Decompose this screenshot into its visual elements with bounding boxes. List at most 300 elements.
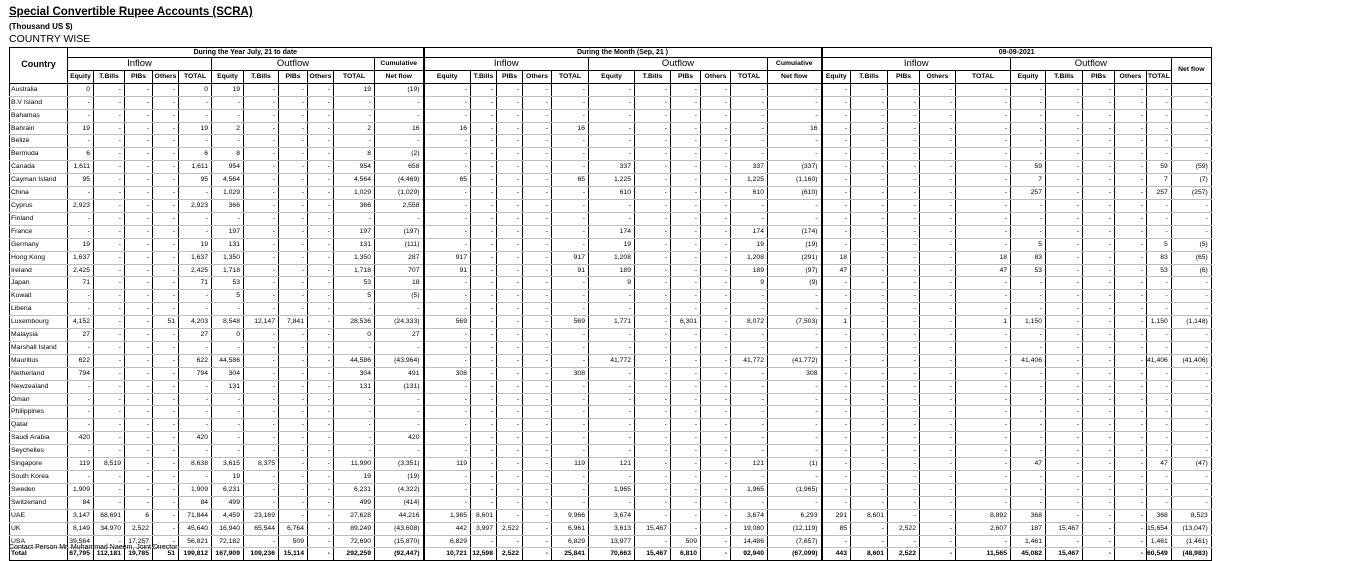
value-cell: - (94, 471, 125, 484)
value-cell: 72,182 (212, 535, 244, 548)
value-cell: - (1083, 483, 1115, 496)
value-cell: - (1046, 225, 1083, 238)
value-cell: 19 (212, 471, 244, 484)
value-cell: 3,997 (471, 522, 497, 535)
value-cell: - (920, 496, 956, 509)
value-cell: - (1171, 341, 1211, 354)
value-cell: - (1171, 432, 1211, 445)
value-cell: 8,638 (179, 458, 212, 471)
value-cell: - (589, 96, 635, 109)
value-cell: - (768, 380, 822, 393)
value-cell: - (244, 483, 279, 496)
value-cell: - (308, 174, 334, 187)
value-cell: - (1083, 251, 1115, 264)
value-cell: (197) (375, 225, 424, 238)
value-cell: - (125, 432, 153, 445)
value-cell: - (179, 303, 212, 316)
value-cell: - (1046, 419, 1083, 432)
value-cell: - (671, 432, 701, 445)
value-cell: - (1147, 419, 1172, 432)
value-cell: - (1171, 393, 1211, 406)
value-cell: (59) (1171, 161, 1211, 174)
value-cell: - (956, 277, 1011, 290)
value-cell: - (1083, 522, 1115, 535)
value-cell: - (1147, 329, 1172, 342)
value-cell: - (179, 225, 212, 238)
value-cell: - (1083, 393, 1115, 406)
value-cell: - (471, 148, 497, 161)
value-cell: 9 (589, 277, 635, 290)
value-cell: - (125, 445, 153, 458)
value-cell: - (1083, 212, 1115, 225)
value-cell: - (471, 277, 497, 290)
value-cell: - (956, 225, 1011, 238)
value-cell: - (671, 96, 701, 109)
value-cell: 420 (68, 432, 94, 445)
units-label: (Thousand US $) (9, 22, 73, 31)
value-cell: - (471, 471, 497, 484)
value-cell: - (94, 380, 125, 393)
value-cell: - (471, 199, 497, 212)
value-cell: - (1083, 83, 1115, 96)
value-cell: - (497, 238, 523, 251)
value-cell: - (1011, 199, 1046, 212)
value-cell: - (179, 290, 212, 303)
value-cell: - (822, 109, 851, 122)
value-cell: - (671, 393, 701, 406)
value-cell: - (1046, 277, 1083, 290)
value-cell: - (334, 96, 375, 109)
value-cell: - (1171, 212, 1211, 225)
month-outflow-header: Outflow (589, 58, 768, 71)
value-cell: 65 (552, 174, 589, 187)
value-cell: - (1115, 471, 1147, 484)
value-cell: - (635, 393, 671, 406)
value-cell: - (851, 187, 888, 200)
value-cell: 51 (153, 548, 179, 561)
year-netflow-header: Net flow (375, 70, 424, 83)
value-cell: - (497, 174, 523, 187)
value-cell: 4,564 (212, 174, 244, 187)
value-cell: 187 (1011, 522, 1046, 535)
value-cell: - (552, 380, 589, 393)
value-cell: - (956, 174, 1011, 187)
value-cell: - (308, 199, 334, 212)
table-row (10, 393, 1212, 406)
value-cell: - (308, 83, 334, 96)
value-cell: 2,522 (497, 522, 523, 535)
value-cell: - (424, 303, 471, 316)
value-cell: - (768, 496, 822, 509)
value-cell: - (671, 174, 701, 187)
value-cell: 8,523 (1171, 509, 1211, 522)
value-cell: - (308, 419, 334, 432)
value-cell: - (153, 148, 179, 161)
value-cell: - (822, 393, 851, 406)
value-cell: - (635, 277, 671, 290)
value-cell: - (523, 483, 552, 496)
value-cell: - (671, 329, 701, 342)
table-row (10, 225, 1212, 238)
value-cell: - (1115, 238, 1147, 251)
value-cell: - (424, 380, 471, 393)
value-cell: - (822, 432, 851, 445)
value-cell: - (244, 187, 279, 200)
value-cell: 509 (279, 535, 308, 548)
value-cell: 0 (212, 329, 244, 342)
value-cell: - (851, 96, 888, 109)
value-cell: - (768, 135, 822, 148)
value-cell: - (731, 329, 768, 342)
value-cell: - (589, 212, 635, 225)
value-cell: 2,923 (68, 199, 94, 212)
value-cell: (7,503) (768, 316, 822, 329)
value-cell: - (1083, 354, 1115, 367)
value-cell: 16,940 (212, 522, 244, 535)
value-cell: - (1046, 187, 1083, 200)
value-cell: - (497, 225, 523, 238)
value-cell: - (279, 419, 308, 432)
value-cell: - (424, 96, 471, 109)
table-row (10, 354, 1212, 367)
table-row (10, 509, 1212, 522)
value-cell: - (279, 135, 308, 148)
table-row (10, 83, 1212, 96)
value-cell: - (1011, 483, 1046, 496)
value-cell: 112,181 (94, 548, 125, 561)
value-cell: (19) (768, 238, 822, 251)
value-cell: 53 (1147, 264, 1172, 277)
value-cell: - (153, 135, 179, 148)
month-outflow-tbills-header: T.Bills (635, 70, 671, 83)
value-cell: - (1046, 535, 1083, 548)
value-cell: - (497, 458, 523, 471)
value-cell: (1,461) (1171, 535, 1211, 548)
value-cell: - (94, 148, 125, 161)
country-cell: Ireland (10, 264, 68, 277)
value-cell: - (308, 354, 334, 367)
value-cell: - (471, 329, 497, 342)
value-cell: - (424, 483, 471, 496)
value-cell: - (471, 290, 497, 303)
value-cell: - (851, 406, 888, 419)
value-cell: 1,718 (334, 264, 375, 277)
value-cell: - (956, 161, 1011, 174)
value-cell: 9,966 (552, 509, 589, 522)
value-cell: - (956, 96, 1011, 109)
value-cell: - (1083, 367, 1115, 380)
value-cell: - (1083, 548, 1115, 561)
value-cell: - (635, 83, 671, 96)
value-cell: - (244, 161, 279, 174)
value-cell: - (497, 135, 523, 148)
value-cell: - (1083, 406, 1115, 419)
value-cell: - (94, 367, 125, 380)
value-cell: - (731, 96, 768, 109)
value-cell: - (956, 354, 1011, 367)
value-cell: (111) (375, 238, 424, 251)
value-cell: - (701, 329, 731, 342)
value-cell: - (153, 199, 179, 212)
value-cell: - (153, 471, 179, 484)
value-cell: - (888, 251, 920, 264)
value-cell: - (153, 290, 179, 303)
value-cell: - (635, 496, 671, 509)
value-cell: 2,522 (125, 522, 153, 535)
country-cell: Marshall Island (10, 341, 68, 354)
value-cell: - (94, 251, 125, 264)
value-cell: - (768, 445, 822, 458)
value-cell: 794 (179, 367, 212, 380)
value-cell: 6,961 (552, 522, 589, 535)
value-cell: 1,611 (68, 161, 94, 174)
value-cell: - (1046, 109, 1083, 122)
value-cell: (2) (375, 148, 424, 161)
value-cell: - (279, 509, 308, 522)
value-cell: - (1046, 264, 1083, 277)
value-cell: - (279, 471, 308, 484)
value-cell: - (497, 303, 523, 316)
value-cell: - (731, 367, 768, 380)
value-cell: - (375, 393, 424, 406)
value-cell: - (1011, 367, 1046, 380)
year-outflow-pibs-header: PIBs (279, 70, 308, 83)
value-cell: 71,844 (179, 509, 212, 522)
value-cell: - (701, 187, 731, 200)
country-cell: China (10, 187, 68, 200)
value-cell: - (471, 367, 497, 380)
value-cell: - (308, 458, 334, 471)
value-cell: 197 (334, 225, 375, 238)
value-cell: (1,029) (375, 187, 424, 200)
value-cell: - (671, 83, 701, 96)
value-cell: - (212, 432, 244, 445)
value-cell: 1,365 (424, 509, 471, 522)
country-cell: Liberia (10, 303, 68, 316)
value-cell: - (956, 393, 1011, 406)
value-cell: - (1115, 393, 1147, 406)
value-cell: - (1171, 290, 1211, 303)
value-cell: - (1147, 406, 1172, 419)
value-cell: - (731, 148, 768, 161)
value-cell: - (279, 264, 308, 277)
table-row (10, 161, 1212, 174)
value-cell: - (523, 212, 552, 225)
value-cell: - (334, 341, 375, 354)
value-cell: - (68, 393, 94, 406)
value-cell: - (888, 212, 920, 225)
value-cell: - (68, 96, 94, 109)
value-cell: - (125, 354, 153, 367)
value-cell: - (552, 329, 589, 342)
value-cell: 6,231 (212, 483, 244, 496)
value-cell: - (244, 406, 279, 419)
value-cell: - (179, 341, 212, 354)
value-cell: 1 (956, 316, 1011, 329)
country-cell: Seychelles (10, 445, 68, 458)
value-cell: - (768, 341, 822, 354)
value-cell: 91 (424, 264, 471, 277)
value-cell: 15,467 (1046, 548, 1083, 561)
value-cell: - (768, 432, 822, 445)
value-cell: - (920, 393, 956, 406)
value-cell: - (1083, 329, 1115, 342)
value-cell: - (731, 496, 768, 509)
value-cell: - (635, 367, 671, 380)
value-cell: - (888, 380, 920, 393)
value-cell: - (471, 419, 497, 432)
value-cell: 174 (731, 225, 768, 238)
value-cell: - (471, 225, 497, 238)
value-cell: 53 (212, 277, 244, 290)
value-cell: (19) (375, 471, 424, 484)
value-cell: 8,601 (851, 509, 888, 522)
value-cell: 569 (424, 316, 471, 329)
value-cell: 366 (334, 199, 375, 212)
value-cell: 121 (589, 458, 635, 471)
value-cell: - (308, 548, 334, 561)
value-cell: - (94, 225, 125, 238)
value-cell: - (125, 471, 153, 484)
value-cell: - (1083, 161, 1115, 174)
value-cell: - (424, 161, 471, 174)
value-cell: - (244, 419, 279, 432)
country-cell: UK (10, 522, 68, 535)
value-cell: - (920, 96, 956, 109)
value-cell: - (1046, 354, 1083, 367)
value-cell: - (523, 161, 552, 174)
value-cell: 189 (589, 264, 635, 277)
country-cell: Luxembourg (10, 316, 68, 329)
value-cell: - (244, 471, 279, 484)
value-cell: - (851, 471, 888, 484)
value-cell: - (497, 96, 523, 109)
value-cell: - (471, 458, 497, 471)
value-cell: - (1046, 96, 1083, 109)
value-cell: - (1011, 96, 1046, 109)
value-cell: - (1046, 393, 1083, 406)
country-cell: Saudi Arabia (10, 432, 68, 445)
value-cell: - (589, 471, 635, 484)
value-cell: - (125, 251, 153, 264)
value-cell: - (523, 303, 552, 316)
value-cell: - (424, 393, 471, 406)
value-cell: (47) (1171, 458, 1211, 471)
value-cell: - (244, 535, 279, 548)
value-cell: - (1147, 483, 1172, 496)
value-cell: - (1115, 496, 1147, 509)
value-cell: 47 (1147, 458, 1172, 471)
value-cell: 17,257 (125, 535, 153, 548)
value-cell: - (279, 483, 308, 496)
value-cell: - (956, 445, 1011, 458)
month-inflow-pibs-header: PIBs (497, 70, 523, 83)
value-cell: - (244, 380, 279, 393)
value-cell: - (920, 535, 956, 548)
value-cell: 131 (334, 380, 375, 393)
value-cell: - (1147, 225, 1172, 238)
country-cell: Belize (10, 135, 68, 148)
value-cell: - (308, 496, 334, 509)
value-cell: 8 (334, 148, 375, 161)
value-cell: - (68, 471, 94, 484)
year-cumulative-header: Cumulative (375, 58, 424, 71)
value-cell: - (888, 135, 920, 148)
value-cell: - (671, 483, 701, 496)
value-cell: - (244, 367, 279, 380)
value-cell: 3,613 (589, 522, 635, 535)
value-cell: - (920, 354, 956, 367)
value-cell: - (1011, 432, 1046, 445)
value-cell: - (671, 380, 701, 393)
value-cell: - (523, 174, 552, 187)
value-cell: - (471, 174, 497, 187)
year-outflow-others-header: Others (308, 70, 334, 83)
value-cell: - (768, 471, 822, 484)
value-cell: 2 (212, 122, 244, 135)
value-cell: 287 (375, 251, 424, 264)
value-cell: 5 (334, 290, 375, 303)
date-inflow-equity-header: Equity (822, 70, 851, 83)
country-cell: Total (10, 548, 68, 561)
value-cell: (131) (375, 380, 424, 393)
value-cell: 3,674 (731, 509, 768, 522)
value-cell: - (671, 303, 701, 316)
value-cell: - (424, 290, 471, 303)
value-cell: - (768, 83, 822, 96)
value-cell: - (701, 471, 731, 484)
value-cell: - (308, 122, 334, 135)
value-cell: - (523, 432, 552, 445)
value-cell: - (920, 148, 956, 161)
value-cell: - (424, 135, 471, 148)
value-cell: (24,333) (375, 316, 424, 329)
value-cell: - (1083, 174, 1115, 187)
value-cell: - (244, 445, 279, 458)
table-row (10, 329, 1212, 342)
value-cell: - (822, 148, 851, 161)
value-cell: - (1046, 316, 1083, 329)
value-cell: 610 (589, 187, 635, 200)
value-cell: - (1171, 419, 1211, 432)
value-cell: 197 (212, 225, 244, 238)
year-inflow-pibs-header: PIBs (125, 70, 153, 83)
value-cell: - (94, 187, 125, 200)
value-cell: - (888, 341, 920, 354)
value-cell: 1,461 (1147, 535, 1172, 548)
value-cell: - (1171, 225, 1211, 238)
value-cell: - (552, 406, 589, 419)
value-cell: - (1115, 212, 1147, 225)
date-net-flow-header: Net flow (1171, 58, 1211, 84)
value-cell: - (701, 264, 731, 277)
value-cell: 91 (552, 264, 589, 277)
value-cell: - (125, 277, 153, 290)
value-cell: 56,821 (179, 535, 212, 548)
value-cell: - (279, 96, 308, 109)
value-cell: - (94, 212, 125, 225)
table-row (10, 406, 1212, 419)
value-cell: - (552, 419, 589, 432)
value-cell: - (671, 471, 701, 484)
value-cell: - (956, 122, 1011, 135)
value-cell: - (822, 225, 851, 238)
value-cell: - (920, 406, 956, 419)
value-cell: - (94, 264, 125, 277)
value-cell: - (1147, 109, 1172, 122)
value-cell: 8,519 (94, 458, 125, 471)
value-cell: - (589, 199, 635, 212)
